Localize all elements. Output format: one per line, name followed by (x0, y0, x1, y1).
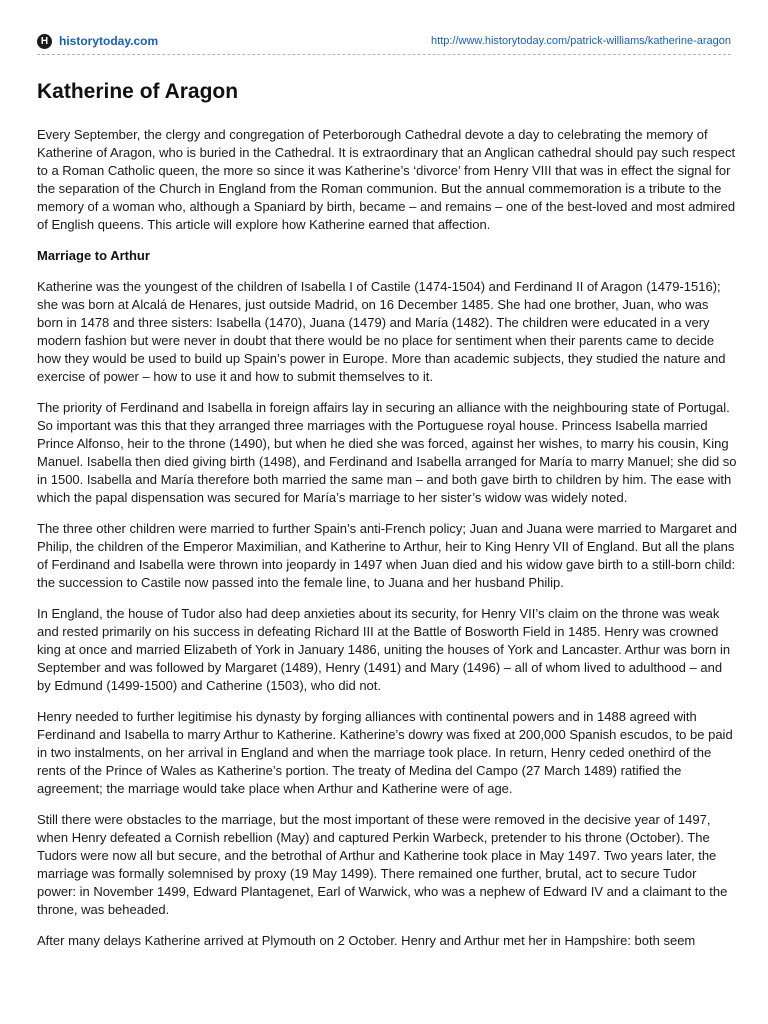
site-name-link[interactable]: historytoday.com (59, 34, 159, 48)
body-paragraph: In England, the house of Tudor also had deep anxieties about its security, for Henry VII’s claim on the throne was weak and rested primarily on his success in defeating Richard III at the Battle of Bosworth Field in 1485. Henry was crowned king at once and married Elizabeth of York in January 1486, uniting the houses of York and Lancaster. Arthur was born in September and was followed by Margaret (1489), Henry (1491) and Mary (1496) – all of whom lived to adulthood – and by Edmund (1499-1500) and Catherine (1503), who did not. (37, 606, 731, 693)
body-paragraph: The three other children were married to further Spain’s anti-French policy; Juan and Juana were married to Margaret and Philip, the children of the Emperor Maximilian, and Katherine to Arthur, heir to King Henry VII of England. But all the plans of Ferdinand and Isabella were thrown into jeopardy in 1497 when Juan died and his widow gave birth to a still-born child: the succession to Castile now passed into the female line, to Juana and her husband Philip. (37, 521, 737, 590)
page-header (37, 33, 731, 49)
article-title: Katherine of Aragon (37, 80, 239, 103)
body-paragraph: Henry needed to further legitimise his dynasty by forging alliances with continental powers and in 1488 agreed with Ferdinand and Isabella to marry Arthur to Katherine. Katherine’s dowry was fixed at 200,000 Spanish escudos, to be paid in two instalments, on her arrival in England and when the marriage took place. In return, Henry ceded onethird of the rents of the Prince of Wales as Katherine’s portion. The treaty of Medina del Campo (27 March 1489) ratified the agreement; the marriage would take place when Arthur and Katherine were of age. (37, 709, 733, 796)
page-url-link[interactable]: http://www.historytoday.com/patrick-williams/katherine-aragon (431, 35, 731, 47)
section-heading: Marriage to Arthur (37, 248, 150, 263)
intro-paragraph: Every September, the clergy and congregation of Peterborough Cathedral devote a day to celebrating the memory of Katherine of Aragon, who is buried in the Cathedral. It is extraordinary that an Anglican cathedral should pay such respect to a Roman Catholic queen, the more so since it was Katherine’s ‘divorce’ from Henry VIII that was in effect the signal for the separation of the Church in England from the Roman communion. But the annual commemoration is a tribute to the memory of a woman who, although a Spaniard by birth, became – and remains – one of the best-loved and most admired of English queens. This article will explore how Katherine earned that affection. (37, 127, 736, 232)
body-paragraph: Still there were obstacles to the marriage, but the most important of these were removed in the decisive year of 1497, when Henry defeated a Cornish rebellion (May) and captured Perkin Warbeck, pretender to his throne (October). The Tudors were now all but secure, and the betrothal of Arthur and Katherine took place in May 1497. Two years later, the marriage was formally solemnised by proxy (19 May 1499). There remained one further, brutal, act to secure Tudor power: in November 1499, Edward Plantagenet, Earl of Warwick, who was a nephew of Edward IV and a claimant to the throne, was beheaded. (37, 812, 728, 917)
historytoday-logo-icon[interactable]: H (37, 34, 52, 49)
body-paragraph: Katherine was the youngest of the children of Isabella I of Castile (1474-1504) and Ferdinand II of Aragon (1479-1516); she was born at Alcalá de Henares, just outside Madrid, on 16 December 1485. She had one brother, Juan, who was born in 1478 and three sisters: Isabella (1470), Juana (1479) and María (1482). The children were educated in a very modern fashion but were never in doubt that there would be no place for sentiment when their parents came to decide how they would be used to build up Spain’s power in Europe. More than academic subjects, they studied the nature and exercise of power – how to use it and how to submit themselves to it. (37, 279, 726, 384)
header-divider (37, 54, 731, 55)
article-body (37, 126, 737, 963)
body-paragraph: The priority of Ferdinand and Isabella in foreign affairs lay in securing an alliance with the neighbouring state of Portugal. So important was this that they arranged three marriages with the Portuguese royal house. Princess Isabella married Prince Alfonso, heir to the throne (1490), but when he died she was forced, against her wishes, to marry his cousin, King Manuel. Isabella then died giving birth (1498), and Ferdinand and Isabella arranged for María to marry Manuel; she did so in 1500. Isabella and María therefore both married the same man – and both gave birth to children by him. The ease with which the papal dispensation was secured for María’s marriage to her sister’s widow was widely noted. (37, 400, 737, 505)
body-paragraph: After many delays Katherine arrived at Plymouth on 2 October. Henry and Arthur met her in Hampshire: both seem (37, 933, 696, 948)
